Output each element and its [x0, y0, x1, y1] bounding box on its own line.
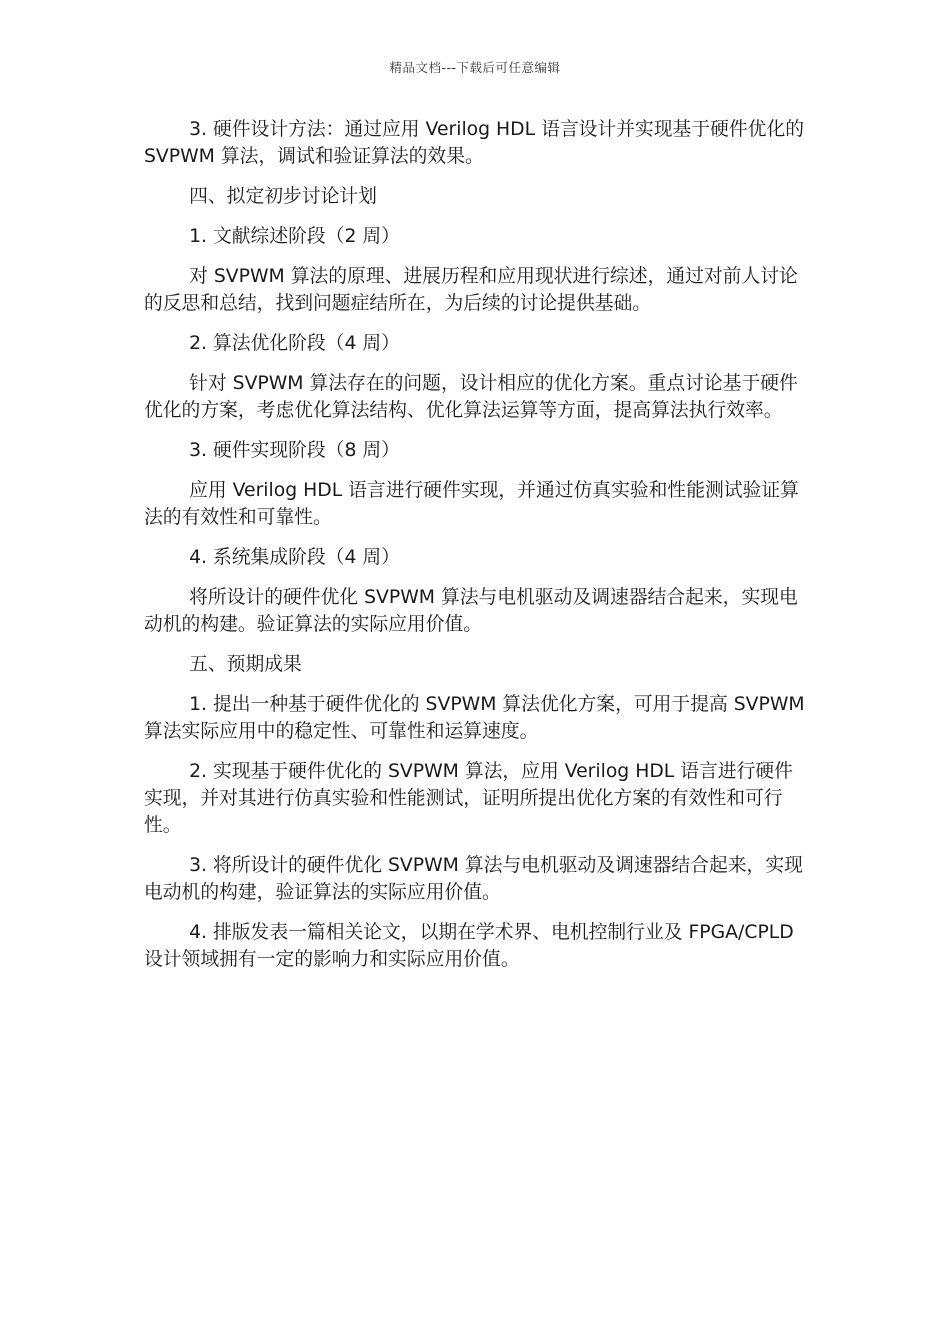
- method-item-3: 3. 硬件设计方法：通过应用 Verilog HDL 语言设计并实现基于硬件优化的 SVPWM 算法，调试和验证算法的效果。: [144, 119, 805, 167]
- document-body: [144, 116, 810, 986]
- page-header: 精品文档---下载后可任意编辑: [389, 60, 561, 75]
- result-item-1: 1. 提出一种基于硬件优化的 SVPWM 算法优化方案，可用于提高 SVPWM 算法实际应用中的稳定性、可靠性和运算速度。: [144, 694, 805, 742]
- plan-phase-1-body: 对 SVPWM 算法的原理、进展历程和应用现状进行综述，通过对前人讨论的反思和总结，找到问题症结所在，为后续的讨论提供基础。: [144, 266, 798, 314]
- plan-phase-3-body: 应用 Verilog HDL 语言进行硬件实现，并通过仿真实验和性能测试验证算法的有效性和可靠性。: [144, 480, 799, 528]
- result-item-4: 4. 排版发表一篇相关论文，以期在学术界、电机控制行业及 FPGA/CPLD 设计领域拥有一定的影响力和实际应用价值。: [144, 922, 794, 970]
- plan-phase-1-title: 1. 文献综述阶段（2 周）: [189, 226, 400, 247]
- result-item-2: 2. 实现基于硬件优化的 SVPWM 算法，应用 Verilog HDL 语言进行硬件实现，并对其进行仿真实验和性能测试，证明所提出优化方案的有效性和可行性。: [144, 761, 793, 836]
- section-heading-research-plan: 四、拟定初步讨论计划: [189, 186, 377, 207]
- result-item-3: 3. 将所设计的硬件优化 SVPWM 算法与电机驱动及调速器结合起来，实现电动机的构建，验证算法的实际应用价值。: [144, 855, 803, 903]
- plan-phase-2-title: 2. 算法优化阶段（4 周）: [189, 333, 400, 354]
- plan-phase-4-title: 4. 系统集成阶段（4 周）: [189, 547, 400, 568]
- section-heading-expected-results: 五、预期成果: [189, 654, 302, 675]
- plan-phase-4-body: 将所设计的硬件优化 SVPWM 算法与电机驱动及调速器结合起来，实现电动机的构建。验证算法的实际应用价值。: [144, 587, 798, 635]
- plan-phase-3-title: 3. 硬件实现阶段（8 周）: [189, 440, 400, 461]
- plan-phase-2-body: 针对 SVPWM 算法存在的问题，设计相应的优化方案。重点讨论基于硬件优化的方案，考虑优化算法结构、优化算法运算等方面，提高算法执行效率。: [144, 373, 798, 421]
